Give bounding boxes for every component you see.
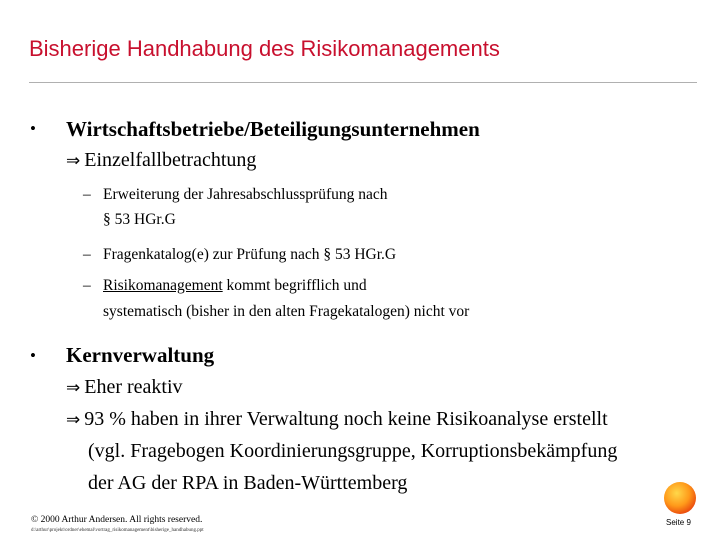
- arrow-item-continuation: der AG der RPA in Baden-Württemberg: [88, 472, 408, 494]
- arrow-item: [66, 376, 183, 399]
- sub-item-text: kommt begrifflich und: [222, 277, 367, 294]
- section-heading-2: Kernverwaltung: [66, 343, 215, 367]
- arrow-item-continuation: (vgl. Fragebogen Koordinierungsgruppe, Korruptionsbekämpfung: [88, 440, 618, 462]
- arrow-item-text: Eher reaktiv: [84, 376, 183, 398]
- section-heading-1: Wirtschaftsbetriebe/Beteiligungsunternehmen: [66, 117, 480, 141]
- file-path: d:\arthur\projekt\ordner\ehemal\vortrag_risikomanagement\bisherige_handhabung.ppt: [31, 528, 204, 533]
- arrow-item-text: Einzelfallbetrachtung: [84, 149, 257, 171]
- arrow-item: [66, 149, 256, 172]
- sub-item-text: Fragenkatalog(e) zur Prüfung nach § 53 HGr.G: [103, 246, 397, 263]
- sub-item-continuation: systematisch (bisher in den alten Fragekatalogen) nicht vor: [103, 303, 470, 320]
- arrow-icon: ⇒: [66, 151, 81, 171]
- dash-icon: –: [83, 186, 91, 203]
- company-logo-icon: [664, 482, 696, 514]
- sub-item: [83, 277, 367, 295]
- sub-item: [83, 186, 388, 204]
- arrow-item: [66, 408, 608, 431]
- dash-icon: –: [83, 277, 91, 294]
- dash-icon: –: [83, 246, 91, 263]
- page-number: Seite 9: [666, 518, 691, 527]
- arrow-icon: ⇒: [66, 378, 81, 398]
- arrow-icon: ⇒: [66, 410, 81, 430]
- sub-item: [83, 246, 396, 264]
- arrow-item-text: 93 % haben in ihrer Verwaltung noch keine Risikoanalyse erstellt: [84, 408, 608, 430]
- sub-item-emphasis: Risikomanagement: [103, 277, 223, 294]
- sub-item-text: Erweiterung der Jahresabschlussprüfung nach: [103, 186, 388, 203]
- copyright-notice: © 2000 Arthur Andersen. All rights reserved.: [31, 515, 203, 525]
- title-divider: [29, 82, 697, 83]
- bullet-1: •: [30, 119, 36, 138]
- sub-item-continuation: § 53 HGr.G: [103, 211, 176, 228]
- bullet-2: •: [30, 346, 36, 365]
- slide-title: Bisherige Handhabung des Risikomanagements: [29, 36, 500, 61]
